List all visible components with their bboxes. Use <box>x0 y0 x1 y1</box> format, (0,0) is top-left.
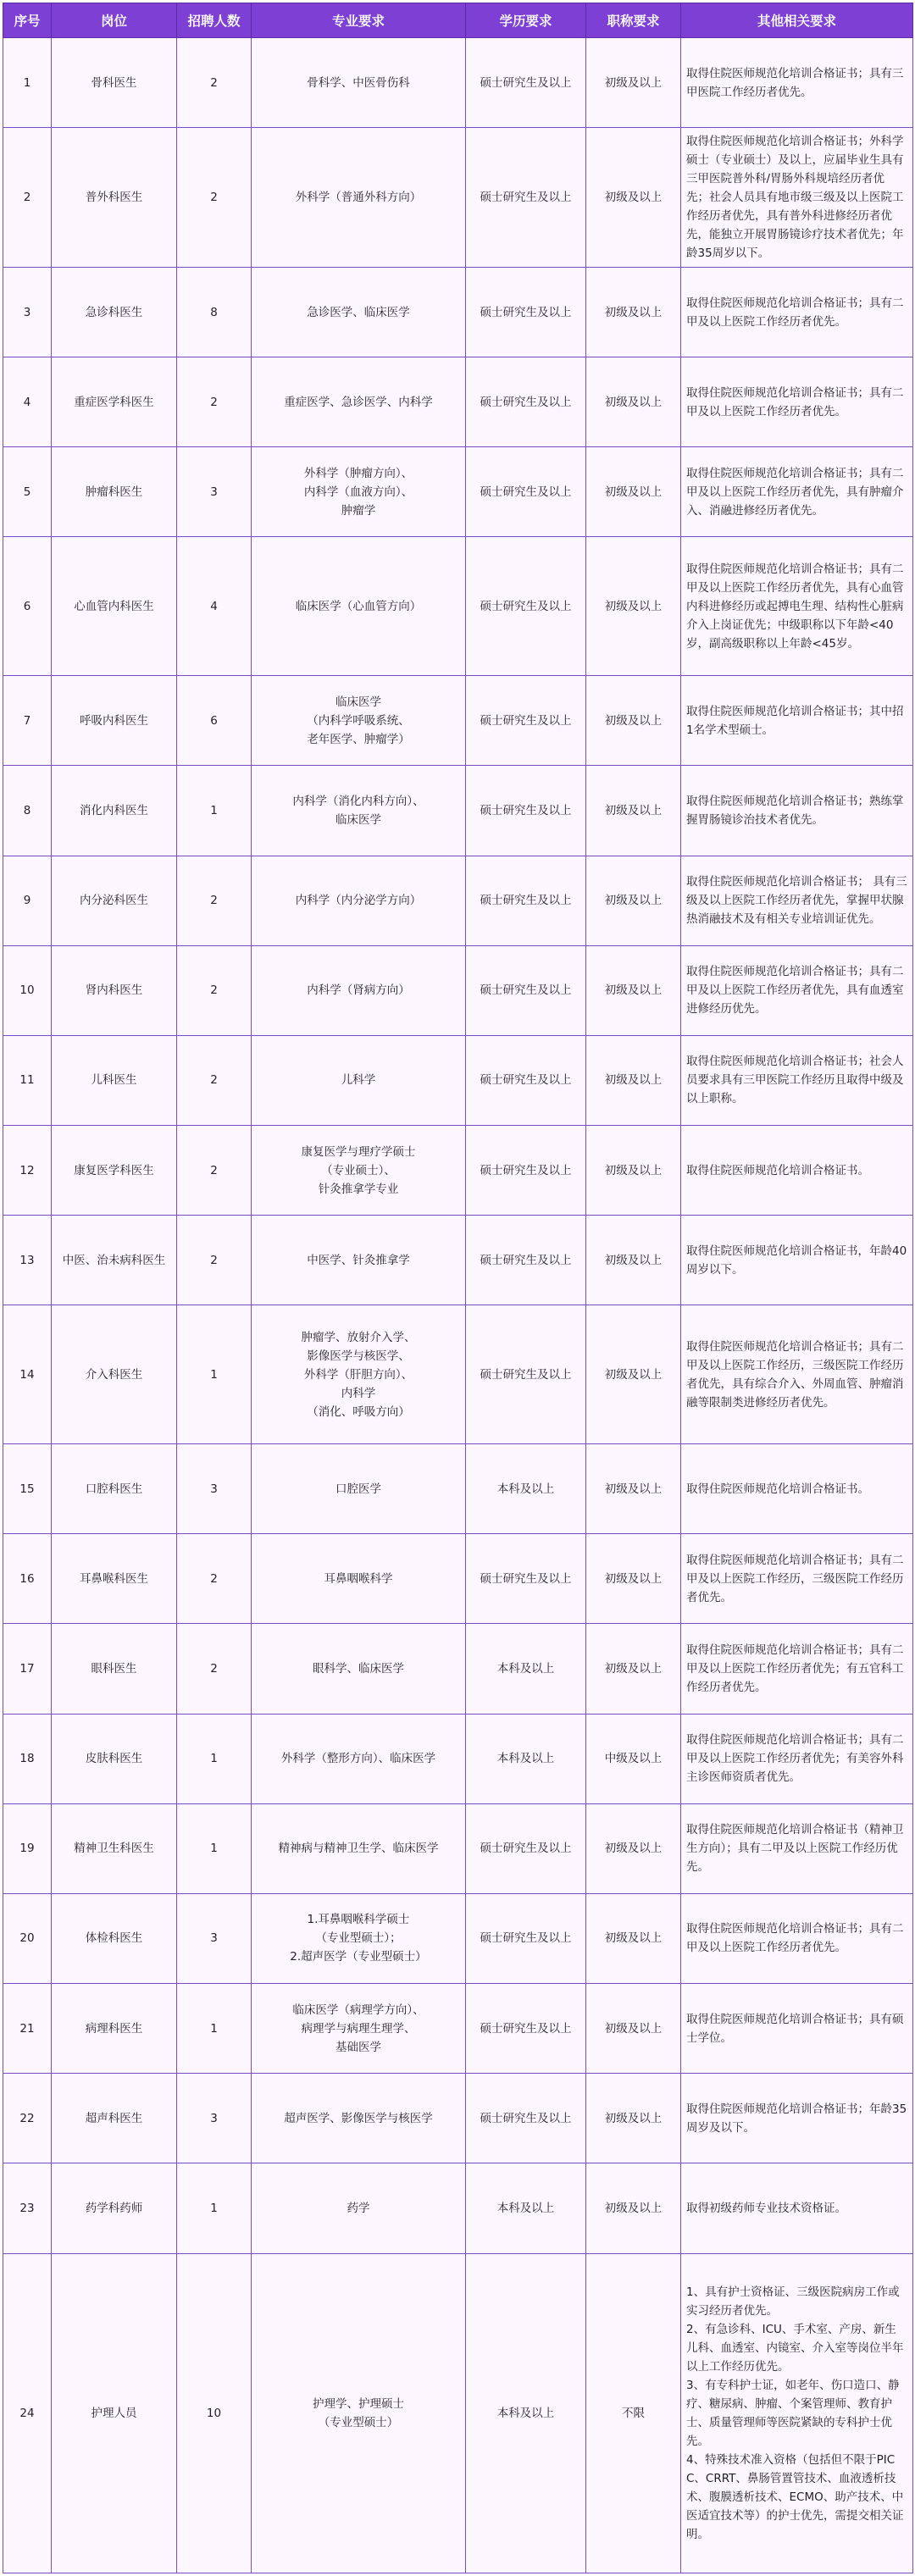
table-row <box>3 1444 913 1534</box>
cell-other: 取得住院医师规范化培训合格证书；社会人员要求具有三甲医院工作经历且取得中级及以上职称。 <box>681 1035 913 1125</box>
cell-major: 康复医学与理疗学硕士 （专业硕士）、 针灸推拿学专业 <box>252 1126 466 1216</box>
cell-no: 14 <box>3 1305 52 1444</box>
cell-count: 2 <box>177 856 252 945</box>
table-row <box>3 1216 913 1305</box>
cell-title: 初级及以上 <box>586 537 681 676</box>
cell-count: 10 <box>177 2253 252 2573</box>
cell-post: 消化内科医生 <box>52 766 177 856</box>
header-education: 学历要求 <box>466 3 586 38</box>
header-major: 专业要求 <box>252 3 466 38</box>
cell-post: 超声科医生 <box>52 2074 177 2163</box>
cell-major: 护理学、护理硕士 （专业型硕士） <box>252 2253 466 2573</box>
cell-other: 取得住院医师规范化培训合格证书；具有二甲及以上医院工作经历，三级医院工作经历者优先。 <box>681 1534 913 1624</box>
cell-other: 取得住院医师规范化培训合格证书；具有二甲及以上医院工作经历者优先。 <box>681 267 913 357</box>
cell-other: 取得住院医师规范化培训合格证书。 <box>681 1444 913 1534</box>
cell-post: 口腔科医生 <box>52 1444 177 1534</box>
cell-title: 中级及以上 <box>586 1714 681 1803</box>
cell-major: 1.耳鼻咽喉科学硕士 （专业型硕士）； 2.超声医学（专业型硕士） <box>252 1893 466 1983</box>
cell-major: 眼科学、临床医学 <box>252 1624 466 1714</box>
cell-title: 不限 <box>586 2253 681 2573</box>
cell-title: 初级及以上 <box>586 128 681 268</box>
cell-no: 3 <box>3 267 52 357</box>
table-row <box>3 1803 913 1893</box>
cell-other: 取得住院医师规范化培训合格证书；具有二甲及以上医院工作经历，三级医院工作经历者优先，具有综合介入、外周血管、肿瘤消融等限制类进修经历者优先。 <box>681 1305 913 1444</box>
cell-post: 护理人员 <box>52 2253 177 2573</box>
cell-other: 取得住院医师规范化培训合格证书；其中招1名学术型硕士。 <box>681 676 913 766</box>
cell-education: 硕士研究生及以上 <box>466 1035 586 1125</box>
cell-post: 内分泌科医生 <box>52 856 177 945</box>
cell-no: 19 <box>3 1803 52 1893</box>
cell-other: 取得初级药师专业技术资格证。 <box>681 2163 913 2253</box>
table-row <box>3 945 913 1035</box>
header-row <box>3 3 913 38</box>
cell-count: 2 <box>177 1534 252 1624</box>
cell-title: 初级及以上 <box>586 2074 681 2163</box>
cell-education: 硕士研究生及以上 <box>466 1126 586 1216</box>
cell-major: 口腔医学 <box>252 1444 466 1534</box>
cell-major: 临床医学（心血管方向） <box>252 537 466 676</box>
table-row <box>3 1984 913 2074</box>
cell-count: 3 <box>177 1444 252 1534</box>
header-title: 职称要求 <box>586 3 681 38</box>
header-post: 岗位 <box>52 3 177 38</box>
cell-major: 外科学（普通外科方向） <box>252 128 466 268</box>
cell-education: 硕士研究生及以上 <box>466 1534 586 1624</box>
cell-post: 肿瘤科医生 <box>52 447 177 537</box>
cell-no: 10 <box>3 945 52 1035</box>
cell-other: 取得住院医师规范化培训合格证书；具有二甲及以上医院工作经历者优先；有美容外科主诊医师资质者优先。 <box>681 1714 913 1803</box>
table-row <box>3 128 913 268</box>
cell-other: 取得住院医师规范化培训合格证书；具有硕士学位。 <box>681 1984 913 2074</box>
recruitment-table-container <box>3 3 912 2573</box>
cell-education: 本科及以上 <box>466 1624 586 1714</box>
cell-no: 20 <box>3 1893 52 1983</box>
cell-education: 硕士研究生及以上 <box>466 38 586 128</box>
cell-no: 4 <box>3 357 52 447</box>
cell-other: 取得住院医师规范化培训合格证书；具有二甲及以上医院工作经历者优先，具有血透室进修经历优先。 <box>681 945 913 1035</box>
table-row <box>3 2163 913 2253</box>
cell-post: 眼科医生 <box>52 1624 177 1714</box>
table-row <box>3 1624 913 1714</box>
cell-no: 6 <box>3 537 52 676</box>
cell-post: 药学科药师 <box>52 2163 177 2253</box>
table-row <box>3 1035 913 1125</box>
cell-other: 取得住院医师规范化培训合格证书；具有二甲及以上医院工作经历者优先；有五官科工作经历者优先。 <box>681 1624 913 1714</box>
cell-count: 1 <box>177 1803 252 1893</box>
cell-no: 18 <box>3 1714 52 1803</box>
cell-education: 硕士研究生及以上 <box>466 1305 586 1444</box>
cell-count: 3 <box>177 2074 252 2163</box>
cell-no: 21 <box>3 1984 52 2074</box>
cell-major: 外科学（整形方向）、临床医学 <box>252 1714 466 1803</box>
cell-count: 1 <box>177 2163 252 2253</box>
cell-education: 硕士研究生及以上 <box>466 945 586 1035</box>
cell-post: 耳鼻喉科医生 <box>52 1534 177 1624</box>
cell-other: 取得住院医师规范化培训合格证书；外科学硕士（专业硕士）及以上，应届毕业生具有三甲医院普外科/胃肠外科规培经历者优先；社会人员具有地市级三级及以上医院工作经历者优先，具有普外科进修经历者优先，能独立开展胃肠镜诊疗技术者优先；年龄35周岁以下。 <box>681 128 913 268</box>
cell-count: 6 <box>177 676 252 766</box>
cell-no: 13 <box>3 1216 52 1305</box>
cell-count: 2 <box>177 1216 252 1305</box>
cell-title: 初级及以上 <box>586 267 681 357</box>
cell-post: 体检科医生 <box>52 1893 177 1983</box>
header-other: 其他相关要求 <box>681 3 913 38</box>
cell-no: 22 <box>3 2074 52 2163</box>
cell-count: 3 <box>177 447 252 537</box>
cell-count: 8 <box>177 267 252 357</box>
cell-other: 取得住院医师规范化培训合格证书；具有二甲及以上医院工作经历者优先，具有肿瘤介入、消融进修经历者优先。 <box>681 447 913 537</box>
cell-no: 8 <box>3 766 52 856</box>
cell-education: 本科及以上 <box>466 2253 586 2573</box>
table-row <box>3 537 913 676</box>
cell-no: 1 <box>3 38 52 128</box>
cell-major: 精神病与精神卫生学、临床医学 <box>252 1803 466 1893</box>
cell-education: 硕士研究生及以上 <box>466 1216 586 1305</box>
cell-other: 取得住院医师规范化培训合格证书。 <box>681 1126 913 1216</box>
cell-major: 中医学、针灸推拿学 <box>252 1216 466 1305</box>
cell-post: 心血管内科医生 <box>52 537 177 676</box>
cell-count: 3 <box>177 1893 252 1983</box>
cell-education: 硕士研究生及以上 <box>466 1984 586 2074</box>
cell-post: 精神卫生科医生 <box>52 1803 177 1893</box>
cell-title: 初级及以上 <box>586 766 681 856</box>
cell-no: 16 <box>3 1534 52 1624</box>
cell-title: 初级及以上 <box>586 1444 681 1534</box>
cell-major: 肿瘤学、放射介入学、 影像医学与核医学、 外科学（肝胆方向）、 内科学 （消化、呼吸方向） <box>252 1305 466 1444</box>
cell-title: 初级及以上 <box>586 2163 681 2253</box>
cell-count: 2 <box>177 38 252 128</box>
cell-post: 呼吸内科医生 <box>52 676 177 766</box>
table-row <box>3 267 913 357</box>
cell-major: 骨科学、中医骨伤科 <box>252 38 466 128</box>
cell-title: 初级及以上 <box>586 856 681 945</box>
cell-count: 1 <box>177 1305 252 1444</box>
cell-count: 2 <box>177 1126 252 1216</box>
cell-major: 急诊医学、临床医学 <box>252 267 466 357</box>
cell-count: 2 <box>177 1035 252 1125</box>
cell-no: 9 <box>3 856 52 945</box>
cell-post: 病理科医生 <box>52 1984 177 2074</box>
cell-no: 5 <box>3 447 52 537</box>
cell-other: 取得住院医师规范化培训合格证书； 具有三级及以上医院工作经历者优先，掌握甲状腺热消融技术及有相关专业培训证优先。 <box>681 856 913 945</box>
cell-no: 11 <box>3 1035 52 1125</box>
cell-post: 重症医学科医生 <box>52 357 177 447</box>
cell-major: 重症医学、急诊医学、内科学 <box>252 357 466 447</box>
table-row <box>3 2074 913 2163</box>
table-row <box>3 1534 913 1624</box>
cell-education: 硕士研究生及以上 <box>466 447 586 537</box>
table-row <box>3 1305 913 1444</box>
cell-title: 初级及以上 <box>586 945 681 1035</box>
cell-count: 1 <box>177 1984 252 2074</box>
cell-no: 2 <box>3 128 52 268</box>
cell-title: 初级及以上 <box>586 1803 681 1893</box>
cell-education: 硕士研究生及以上 <box>466 1803 586 1893</box>
cell-count: 1 <box>177 766 252 856</box>
cell-title: 初级及以上 <box>586 1624 681 1714</box>
cell-post: 肾内科医生 <box>52 945 177 1035</box>
cell-count: 2 <box>177 1624 252 1714</box>
cell-title: 初级及以上 <box>586 1035 681 1125</box>
table-row <box>3 766 913 856</box>
cell-count: 2 <box>177 128 252 268</box>
cell-title: 初级及以上 <box>586 1984 681 2074</box>
table-row <box>3 1126 913 1216</box>
cell-major: 内科学（肾病方向） <box>252 945 466 1035</box>
cell-education: 本科及以上 <box>466 2163 586 2253</box>
cell-other: 取得住院医师规范化培训合格证书，年龄40周岁以下。 <box>681 1216 913 1305</box>
cell-title: 初级及以上 <box>586 357 681 447</box>
cell-count: 2 <box>177 945 252 1035</box>
cell-education: 本科及以上 <box>466 1714 586 1803</box>
cell-major: 内科学（消化内科方向）、 临床医学 <box>252 766 466 856</box>
table-row <box>3 447 913 537</box>
cell-no: 12 <box>3 1126 52 1216</box>
cell-education: 硕士研究生及以上 <box>466 856 586 945</box>
cell-education: 硕士研究生及以上 <box>466 267 586 357</box>
cell-major: 儿科学 <box>252 1035 466 1125</box>
table-row <box>3 676 913 766</box>
cell-other: 取得住院医师规范化培训合格证书；具有二甲及以上医院工作经历者优先。 <box>681 1893 913 1983</box>
cell-title: 初级及以上 <box>586 38 681 128</box>
cell-education: 本科及以上 <box>466 1444 586 1534</box>
cell-count: 1 <box>177 1714 252 1803</box>
recruitment-table <box>3 3 913 2573</box>
cell-post: 骨科医生 <box>52 38 177 128</box>
cell-title: 初级及以上 <box>586 1893 681 1983</box>
cell-no: 17 <box>3 1624 52 1714</box>
cell-title: 初级及以上 <box>586 1534 681 1624</box>
cell-major: 内科学（内分泌学方向） <box>252 856 466 945</box>
header-no: 序号 <box>3 3 52 38</box>
cell-major: 超声医学、影像医学与核医学 <box>252 2074 466 2163</box>
table-row <box>3 38 913 128</box>
cell-count: 2 <box>177 357 252 447</box>
cell-post: 中医、治未病科医生 <box>52 1216 177 1305</box>
cell-post: 急诊科医生 <box>52 267 177 357</box>
cell-count: 4 <box>177 537 252 676</box>
cell-title: 初级及以上 <box>586 1216 681 1305</box>
cell-no: 23 <box>3 2163 52 2253</box>
cell-major: 外科学（肿瘤方向）、 内科学（血液方向）、 肿瘤学 <box>252 447 466 537</box>
cell-education: 硕士研究生及以上 <box>466 537 586 676</box>
cell-other: 取得住院医师规范化培训合格证书；熟练掌握胃肠镜诊治技术者优先。 <box>681 766 913 856</box>
cell-title: 初级及以上 <box>586 1305 681 1444</box>
cell-no: 24 <box>3 2253 52 2573</box>
cell-post: 康复医学科医生 <box>52 1126 177 1216</box>
cell-education: 硕士研究生及以上 <box>466 357 586 447</box>
cell-post: 普外科医生 <box>52 128 177 268</box>
cell-other: 取得住院医师规范化培训合格证书；具有二甲及以上医院工作经历者优先，具有心血管内科进修经历或起搏电生理、结构性心脏病介入上岗证优先；中级职称以下年龄<40岁，副高级职称以上年龄<45岁。 <box>681 537 913 676</box>
cell-education: 硕士研究生及以上 <box>466 766 586 856</box>
cell-title: 初级及以上 <box>586 447 681 537</box>
cell-other: 取得住院医师规范化培训合格证书；具有三甲医院工作经历者优先。 <box>681 38 913 128</box>
cell-other: 取得住院医师规范化培训合格证书；年龄35周岁及以下。 <box>681 2074 913 2163</box>
cell-education: 硕士研究生及以上 <box>466 676 586 766</box>
cell-other: 1、具有护士资格证、三级医院病房工作或实习经历者优先。 2、有急诊科、ICU、手术室、产房、新生儿科、血透室、内镜室、介入室等岗位半年以上工作经历优先。 3、有专科护士证，如老年、伤口造口、静疗、糖尿病、肿瘤、个案管理师、教育护士、质量管理师等医院紧缺的专科护士优先。 4、特殊技术准入资格（包括但不限于PICC、CRRT、鼻肠管置管技术、血液透析技术、腹膜透析技术、ECMO、助产技术、中医适宜技术等）的护士优先，需提交相关证明。 <box>681 2253 913 2573</box>
cell-education: 硕士研究生及以上 <box>466 2074 586 2163</box>
cell-major: 耳鼻咽喉科学 <box>252 1534 466 1624</box>
cell-post: 介入科医生 <box>52 1305 177 1444</box>
cell-major: 临床医学（病理学方向）、 病理学与病理生理学、 基础医学 <box>252 1984 466 2074</box>
table-row <box>3 856 913 945</box>
table-row <box>3 2253 913 2573</box>
table-row <box>3 1714 913 1803</box>
cell-title: 初级及以上 <box>586 676 681 766</box>
cell-education: 硕士研究生及以上 <box>466 1893 586 1983</box>
cell-post: 儿科医生 <box>52 1035 177 1125</box>
cell-post: 皮肤科医生 <box>52 1714 177 1803</box>
cell-education: 硕士研究生及以上 <box>466 128 586 268</box>
cell-other: 取得住院医师规范化培训合格证书（精神卫生方向）；具有二甲及以上医院工作经历优先。 <box>681 1803 913 1893</box>
cell-title: 初级及以上 <box>586 1126 681 1216</box>
cell-other: 取得住院医师规范化培训合格证书；具有二甲及以上医院工作经历者优先。 <box>681 357 913 447</box>
cell-no: 15 <box>3 1444 52 1534</box>
cell-major: 药学 <box>252 2163 466 2253</box>
table-row <box>3 1893 913 1983</box>
cell-major: 临床医学 （内科学呼吸系统、 老年医学、肿瘤学） <box>252 676 466 766</box>
header-count: 招聘人数 <box>177 3 252 38</box>
table-row <box>3 357 913 447</box>
cell-no: 7 <box>3 676 52 766</box>
